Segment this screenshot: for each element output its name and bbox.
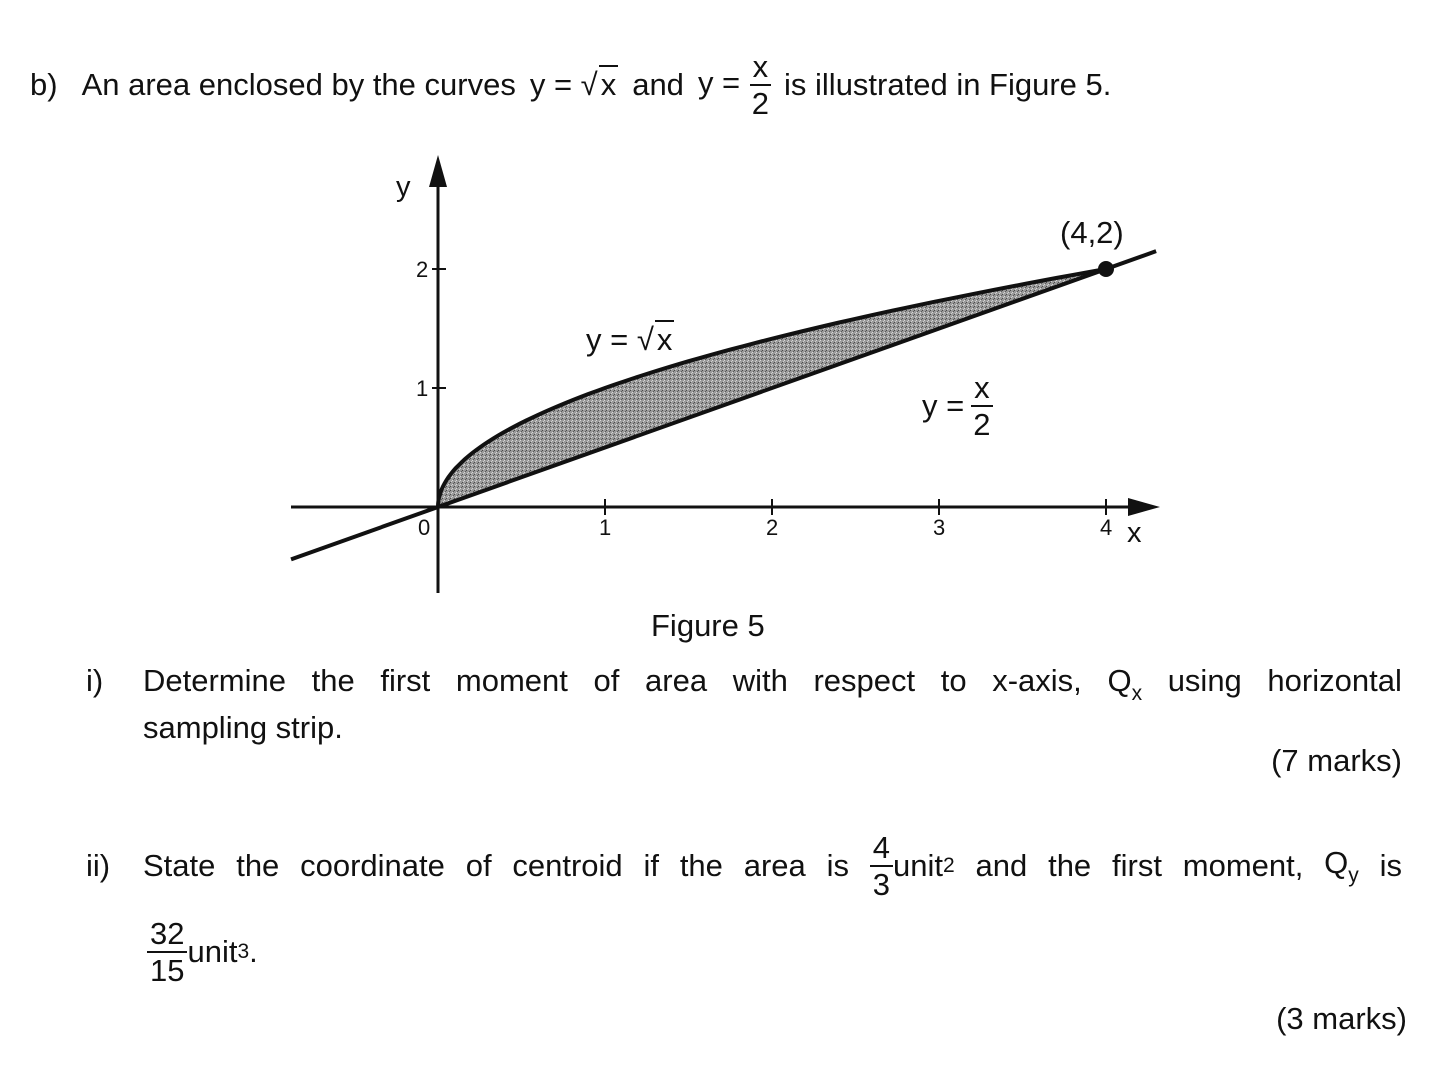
x-axis-ticks bbox=[418, 499, 1112, 540]
x-tick-label-3: 3 bbox=[933, 515, 946, 540]
y-axis-label: y bbox=[396, 171, 411, 203]
y-axis-arrow bbox=[429, 155, 447, 187]
point-label: (4,2) bbox=[1060, 215, 1124, 250]
figure-caption: Figure 5 bbox=[651, 608, 765, 643]
curve-1-formula: y = √x bbox=[529, 67, 617, 102]
q-x-symbol: $Q_x$ bbox=[1107, 663, 1143, 705]
x-tick-label-1: 1 bbox=[599, 515, 612, 540]
question-ii-label: ii) bbox=[86, 848, 111, 883]
question-ii-line-1: State the coordinate of centroid if the area is $\frac{4}{3}$ unit 2 and the first moment, $Q_y$ is bbox=[143, 830, 1402, 902]
line-x-over-2 bbox=[291, 251, 1156, 559]
question-i-line-2: sampling strip. bbox=[143, 710, 343, 745]
question-i-line-1: Determine the first moment of area with respect to x-axis, $Q_x$ using horizontal bbox=[143, 663, 1402, 705]
part-b-label: b) bbox=[30, 67, 58, 102]
moment-value: $\frac{32}{15}$ unit 3 . bbox=[147, 918, 258, 986]
y-tick-label-2: 2 bbox=[416, 257, 429, 282]
question-i-label: i) bbox=[86, 663, 104, 698]
x-axis-arrow bbox=[1128, 498, 1160, 516]
intro-and: and bbox=[632, 67, 684, 102]
x-axis-label: x bbox=[1127, 517, 1142, 549]
curve-2-formula: y = $\frac{x}{2}$ bbox=[698, 51, 772, 119]
x-tick-label-2: 2 bbox=[766, 515, 779, 540]
point-4-2-marker bbox=[1098, 261, 1114, 277]
y-tick-label-1: 1 bbox=[416, 376, 429, 401]
label-line: y = $\frac{x}{2}$ bbox=[922, 372, 993, 440]
area-value: $\frac{4}{3}$ unit 2 bbox=[870, 832, 955, 900]
intro-text-2: is illustrated in Figure 5. bbox=[784, 67, 1112, 102]
intro-text-1: An area enclosed by the curves bbox=[81, 67, 516, 102]
question-i-marks: (7 marks) bbox=[1271, 743, 1402, 778]
y-axis-ticks bbox=[416, 257, 446, 401]
x-tick-label-0: 0 bbox=[418, 515, 431, 540]
label-curve-sqrt: y = √x bbox=[586, 322, 673, 357]
q-y-symbol: $Q_y$ bbox=[1324, 844, 1359, 887]
x-tick-label-4: 4 bbox=[1100, 515, 1113, 540]
question-ii-marks: (3 marks) bbox=[1276, 1001, 1407, 1036]
